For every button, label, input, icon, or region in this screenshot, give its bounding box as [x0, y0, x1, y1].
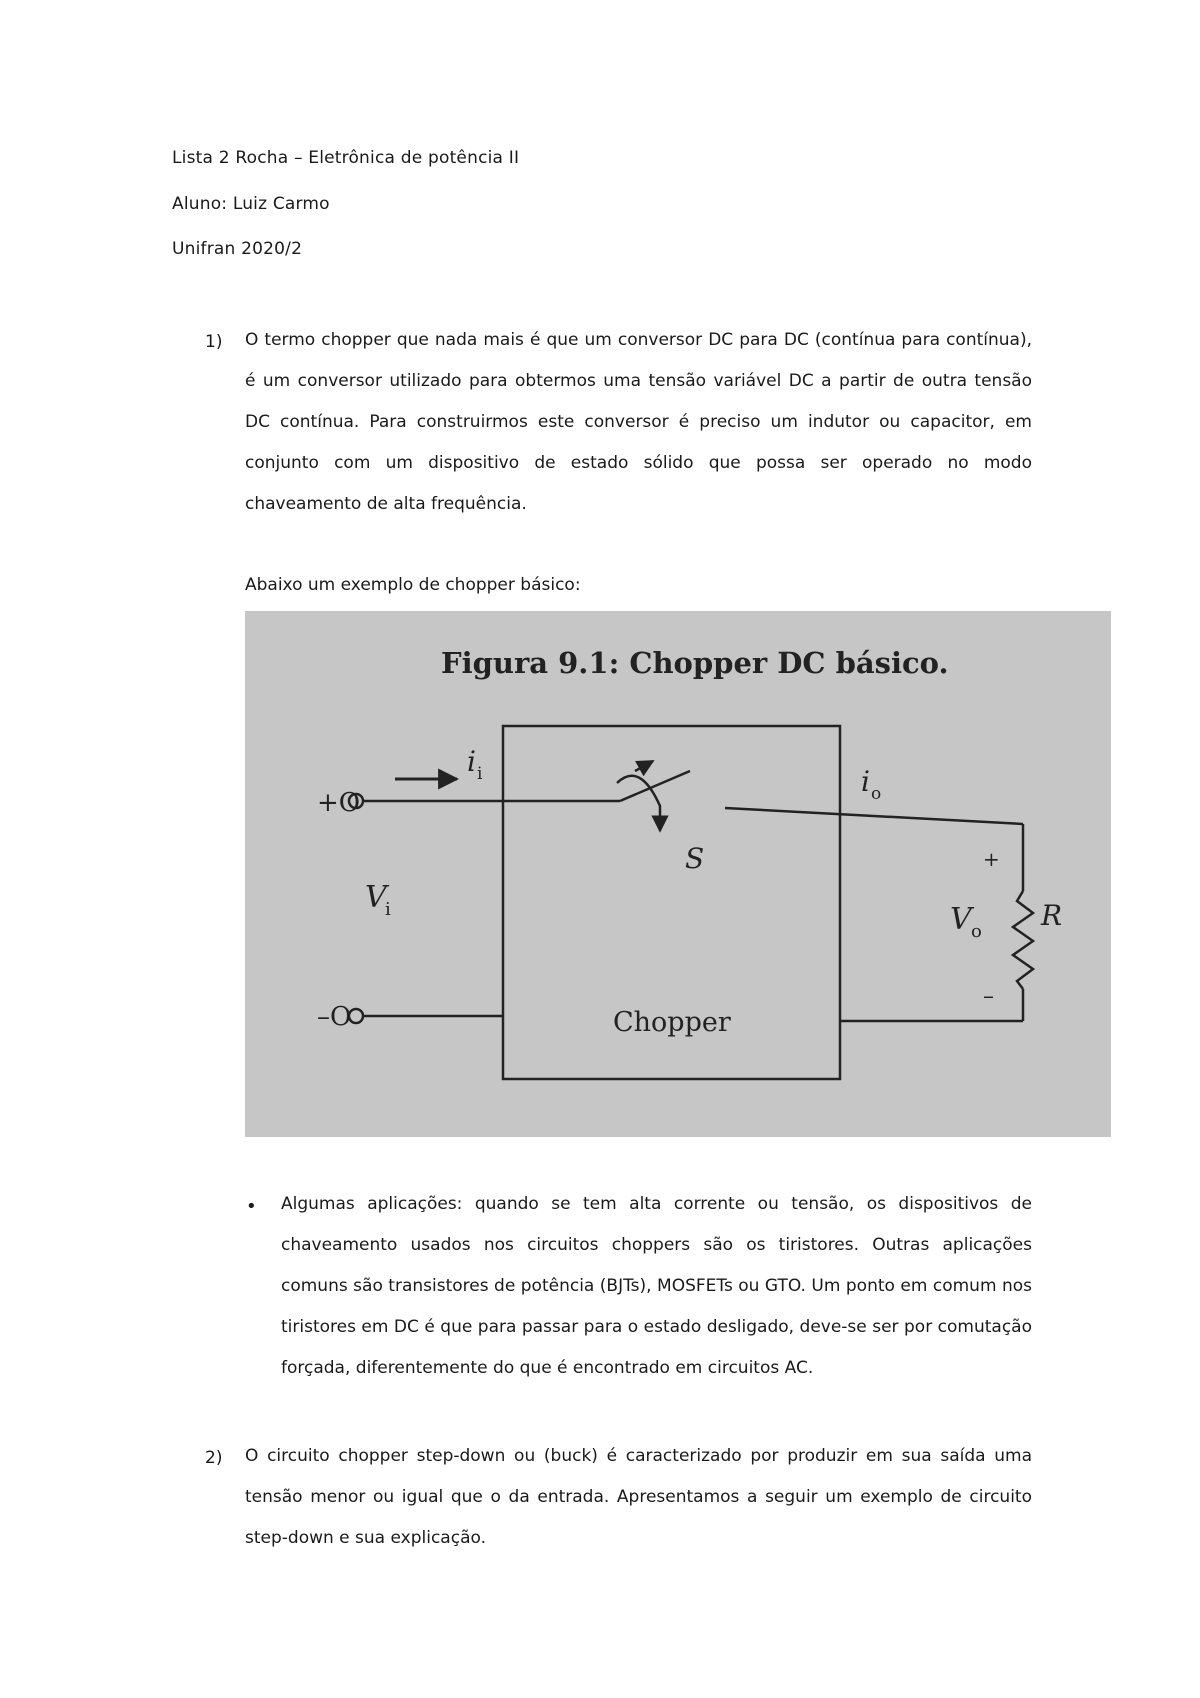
question-2-number: 2)	[205, 1448, 223, 1468]
question-2-text: O circuito chopper step-down ou (buck) é caracterizado por produzir em sua saída uma tensão menor ou igual que o da entrada. Apresentamos a seguir um exemplo de circuito step-down e sua explicação.	[245, 1446, 1032, 1548]
header-title: Lista 2 Rocha – Eletrônica de potência II	[172, 148, 520, 168]
chopper-figure	[245, 611, 1111, 1137]
output-wire-top	[725, 808, 1023, 824]
question-1-number: 1)	[205, 332, 223, 352]
question-1-text: O termo chopper que nada mais é que um conversor DC para DC (contínua para contínua), é um conversor utilizado para obtermos uma tensão variável DC a partir de outra tensão DC contínua. Para construirmos este conversor é preciso um indutor ou capacitor, em conjunto com um dispositivo de estado sólido que possa ser operado no modo chaveamento de alta frequência.	[245, 330, 1032, 514]
chopper-box-label: Chopper	[613, 1007, 731, 1038]
plus-output-label: +	[983, 847, 1000, 871]
vo-label: V	[950, 902, 972, 937]
vo-subscript: o	[971, 921, 982, 942]
bullet-symbol: •	[246, 1196, 257, 1217]
vi-subscript: i	[385, 899, 391, 920]
r-label: R	[1041, 899, 1063, 932]
header-institution: Unifran 2020/2	[172, 239, 303, 259]
header-student: Aluno: Luiz Carmo	[172, 194, 330, 214]
minus-input-label: –O	[317, 1002, 352, 1032]
resistor	[1013, 891, 1033, 989]
io-label: i	[861, 765, 870, 798]
ii-label: i	[467, 745, 476, 778]
io-subscript: o	[871, 784, 882, 804]
switch-label: S	[685, 842, 705, 875]
switch-arrow-tip	[635, 761, 653, 771]
applications-text: Algumas aplicações: quando se tem alta corrente ou tensão, os dispositivos de chaveamento usados nos circuitos choppers são os tiristores. Outras aplicações comuns são transistores de potência (BJTs), MOSFETs ou GTO. Um ponto em comum nos tiristores em DC é que para passar para o estado desligado, deve-se ser por comutação forçada, diferentemente do que é encontrado em circuitos AC.	[281, 1194, 1032, 1378]
vi-label: V	[365, 880, 387, 915]
switch-arrow	[617, 776, 660, 831]
plus-input-label: +O	[317, 788, 361, 818]
example-intro: Abaixo um exemplo de chopper básico:	[245, 575, 581, 595]
ii-subscript: i	[477, 764, 483, 784]
minus-output-label: –	[983, 984, 994, 1009]
figure-title: Figura 9.1: Chopper DC básico.	[441, 646, 949, 680]
